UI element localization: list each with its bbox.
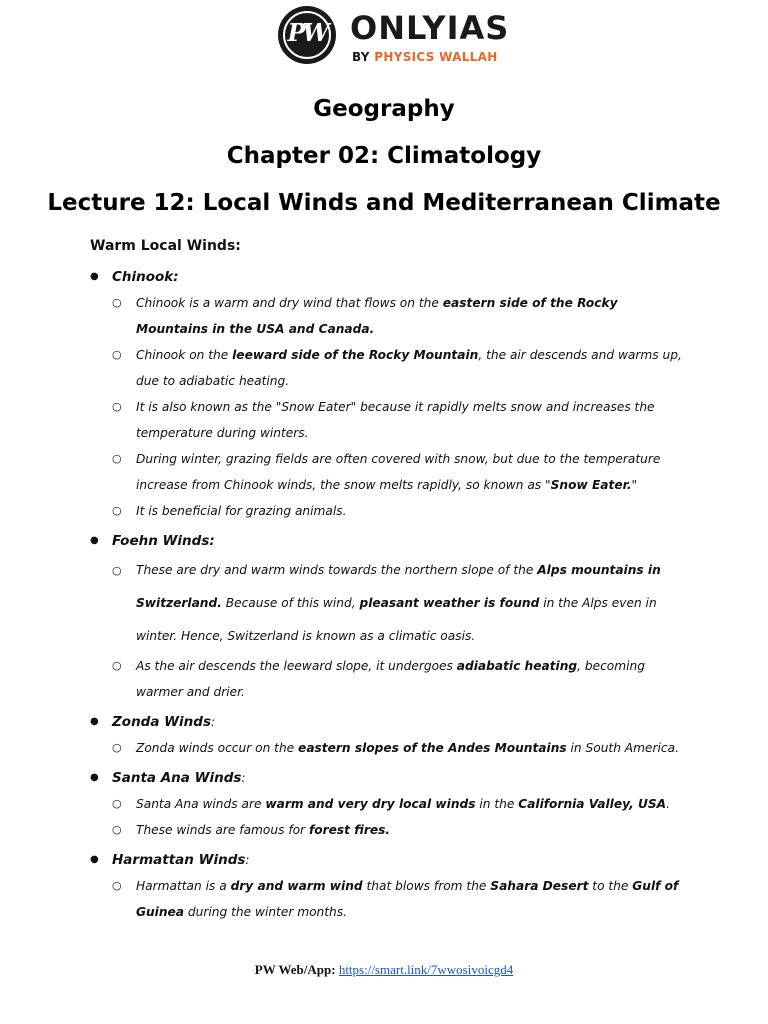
footer-label: PW Web/App:: [254, 962, 336, 977]
subject-title: Geography: [313, 96, 455, 122]
zonda-label: Zonda Winds: [112, 714, 211, 730]
foehn-points: [112, 554, 690, 705]
text: It is beneficial for grazing animals.: [136, 504, 347, 518]
zonda-point-1: [112, 735, 690, 761]
bold-text: California Valley, USA: [518, 797, 667, 811]
harmattan-points: [112, 873, 690, 925]
chinook-points: [112, 290, 690, 524]
winds-list: [90, 266, 690, 925]
lecture-title: Lecture 12: Local Winds and Mediterranean Climate: [47, 190, 721, 216]
zonda-colon: :: [210, 715, 216, 729]
text: Harmattan is a: [136, 879, 231, 893]
chapter-title: Chapter 02: Climatology: [226, 143, 542, 169]
chinook-label: Chinook:: [112, 269, 179, 285]
bold-text: eastern slopes of the Andes Mountains: [298, 741, 567, 755]
chinook-point-1: [112, 290, 690, 342]
text: in South America.: [566, 741, 679, 755]
brand-subtitle: [352, 50, 498, 64]
harmattan-colon: :: [245, 853, 250, 867]
footer-link[interactable]: https://smart.link/7wwosivoicgd4: [338, 962, 514, 977]
list-item-chinook: [90, 266, 690, 524]
chinook-point-2: [112, 342, 690, 394]
text: that blows from the: [362, 879, 491, 893]
harmattan-point-1: [112, 873, 690, 925]
bold-text: adiabatic heating: [456, 659, 578, 673]
santa-ana-points: [112, 791, 690, 843]
text: to the: [588, 879, 633, 893]
bold-text: forest fires.: [308, 823, 390, 837]
text: Zonda winds occur on the: [136, 741, 299, 755]
text: As the air descends the leeward slope, it undergoes: [136, 659, 457, 673]
zonda-points: [112, 735, 690, 761]
text: Because of this wind,: [221, 596, 360, 610]
brand-name: ONLYIAS: [350, 9, 510, 47]
page-footer: [0, 962, 768, 978]
text: , becoming warmer and drier.: [136, 659, 645, 699]
bold-text: pleasant weather is found: [359, 596, 540, 610]
section-heading: Warm Local Winds:: [90, 238, 241, 254]
text: These winds are famous for: [136, 823, 309, 837]
bold-text: Sahara Desert: [490, 879, 589, 893]
bold-text: Gulf of Guinea: [136, 879, 679, 919]
text: in the: [475, 797, 519, 811]
bold-text: dry and warm wind: [230, 879, 363, 893]
list-item-harmattan: [90, 849, 690, 925]
chinook-point-4: [112, 446, 690, 498]
harmattan-label: Harmattan Winds: [112, 852, 246, 868]
logo-text: PW: [287, 18, 327, 47]
text: ": [631, 478, 638, 492]
chinook-point-3: [112, 394, 690, 446]
chinook-point-5: [112, 498, 690, 524]
foehn-point-1: [112, 554, 690, 653]
list-item-foehn: [90, 530, 690, 705]
text: Santa Ana winds are: [136, 797, 266, 811]
foehn-label: Foehn Winds:: [112, 533, 215, 549]
bold-text: Alps mountains in Switzerland.: [136, 563, 661, 610]
list-item-santa-ana: [90, 767, 690, 843]
text: Chinook is a warm and dry wind that flows on the: [136, 296, 443, 310]
page-header: [0, 4, 768, 66]
bold-text: Snow Eater.: [550, 478, 632, 492]
list-item-zonda: [90, 711, 690, 761]
notes-content: [90, 238, 690, 931]
text: , the air descends and warms up, due to adiabatic heating.: [136, 348, 682, 388]
text: These are dry and warm winds towards the northern slope of the: [136, 563, 538, 577]
text: During winter, grazing fields are often covered with snow, but due to the temperature increase from Chinook winds, the snow melts rapidly, so known as ": [136, 452, 661, 492]
text: during the winter months.: [184, 905, 347, 919]
bold-text: leeward side of the Rocky Mountain: [232, 348, 479, 362]
brand-physics-wallah: PHYSICS WALLAH: [374, 50, 498, 64]
santa-ana-colon: :: [241, 771, 246, 785]
text: Chinook on the: [136, 348, 233, 362]
text: in the Alps even in winter. Hence, Switzerland is known as a climatic oasis.: [136, 596, 657, 643]
pw-logo: [278, 6, 336, 64]
santa-ana-point-2: [112, 817, 690, 843]
santa-ana-label: Santa Ana Winds: [112, 770, 242, 786]
bold-text: warm and very dry local winds: [265, 797, 476, 811]
text: It is also known as the "Snow Eater" because it rapidly melts snow and increases the temperature during winters.: [136, 400, 655, 440]
foehn-point-2: [112, 653, 690, 705]
bold-text: eastern side of the Rocky Mountains in the USA and Canada.: [136, 296, 618, 336]
brand-by: BY: [352, 50, 370, 64]
santa-ana-point-1: [112, 791, 690, 817]
text: .: [666, 797, 670, 811]
